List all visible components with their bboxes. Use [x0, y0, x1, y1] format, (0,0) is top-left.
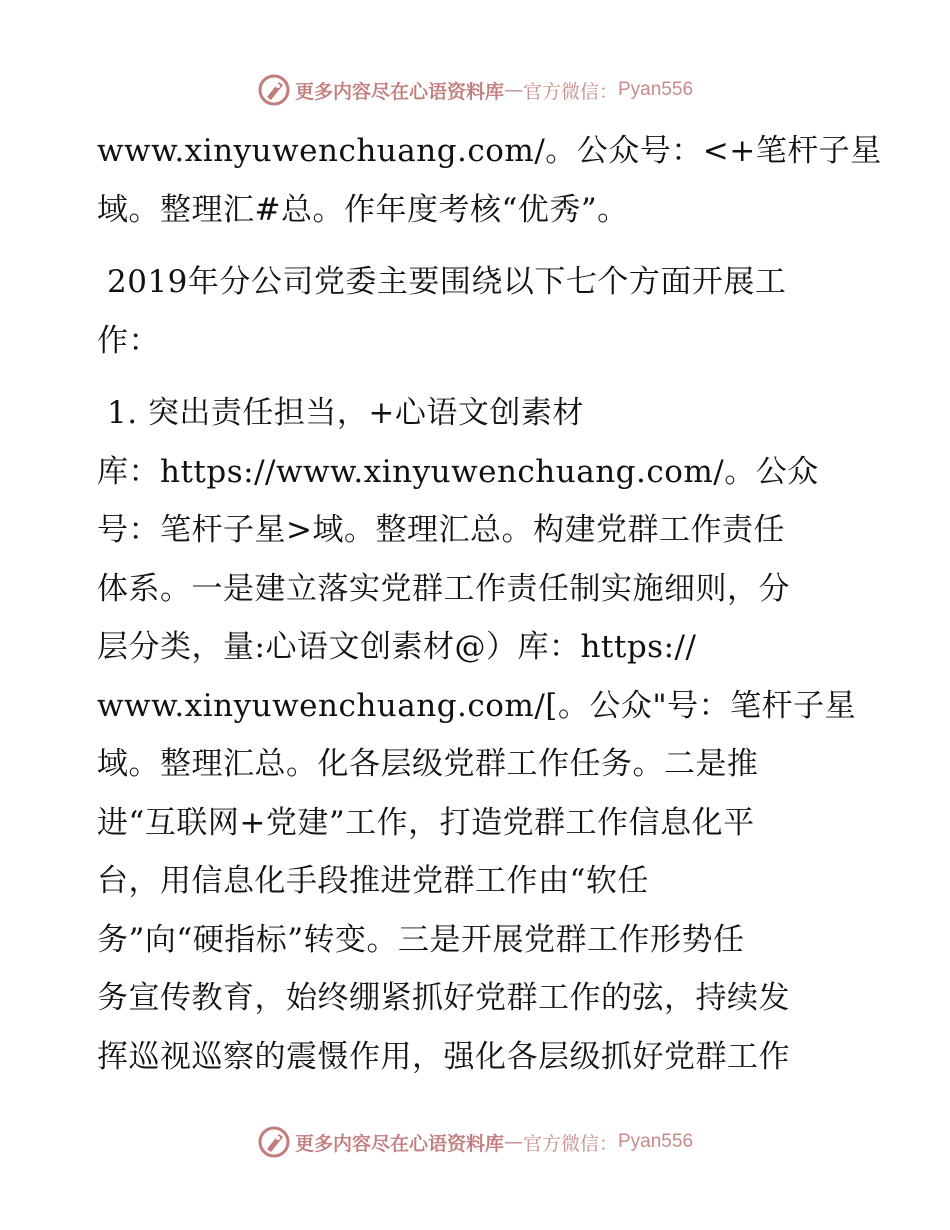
watermark-text: 更多内容尽在心语资料库	[294, 1132, 504, 1155]
text-line: 务宣传教育，始终绷紧抓好党群工作的弦，持续发	[97, 980, 790, 1016]
watermark-footer	[0, 1120, 950, 1164]
text-line: 1. 突出责任担当，+心语文创素材	[107, 395, 584, 431]
text-line: 库：https://www.xinyuwenchuang.com/。公众	[97, 453, 819, 490]
text-line: www.xinyuwenchuang.com/[。公众"号：笔杆子星	[97, 687, 857, 724]
watermark-header	[0, 68, 950, 112]
paragraph-3	[97, 384, 857, 1086]
watermark-wechat-id: Pyan556	[618, 79, 694, 100]
watermark-dash: —	[503, 79, 523, 101]
text-line: 台，用信息化手段推进党群工作由“软任	[97, 863, 649, 899]
text-line: 2019年分公司党委主要围绕以下七个方面开展工	[107, 264, 787, 300]
text-line: www.xinyuwenchuang.com/。公众号：<+笔杆子星	[97, 133, 882, 169]
paragraph-1	[97, 122, 882, 239]
text-line: 进“互联网+党建”工作，打造党群工作信息化平	[97, 804, 755, 841]
watermark-label: 官方微信：	[522, 80, 618, 103]
watermark-wechat-id: Pyan556	[618, 1131, 694, 1152]
paragraph-2	[97, 253, 857, 370]
document-body	[97, 122, 882, 1086]
text-line: 作：	[97, 322, 160, 359]
text-line: 域。整理汇总。化各层级党群工作任务。二是推	[97, 746, 759, 782]
pen-nib-circle-icon	[257, 73, 291, 107]
text-line: 挥巡视巡察的震慑作用，强化各层级抓好党群工作	[97, 1038, 790, 1075]
text-line: 务”向“硬指标”转变。三是开展党群工作形势任	[97, 921, 745, 958]
text-line: 号：笔杆子星>域。整理汇总。构建党群工作责任	[97, 512, 785, 548]
text-line: 体系。一是建立落实党群工作责任制实施细则，分	[97, 570, 790, 607]
text-line: 层分类，量:心语文创素材@）库：https://	[97, 629, 697, 665]
pen-nib-circle-icon	[257, 1125, 291, 1159]
watermark-dash: —	[503, 1131, 523, 1153]
watermark-text: 更多内容尽在心语资料库	[294, 80, 504, 103]
text-line: 域。整理汇#总。作年度考核“优秀”。	[97, 191, 629, 228]
watermark-label: 官方微信：	[522, 1132, 618, 1155]
